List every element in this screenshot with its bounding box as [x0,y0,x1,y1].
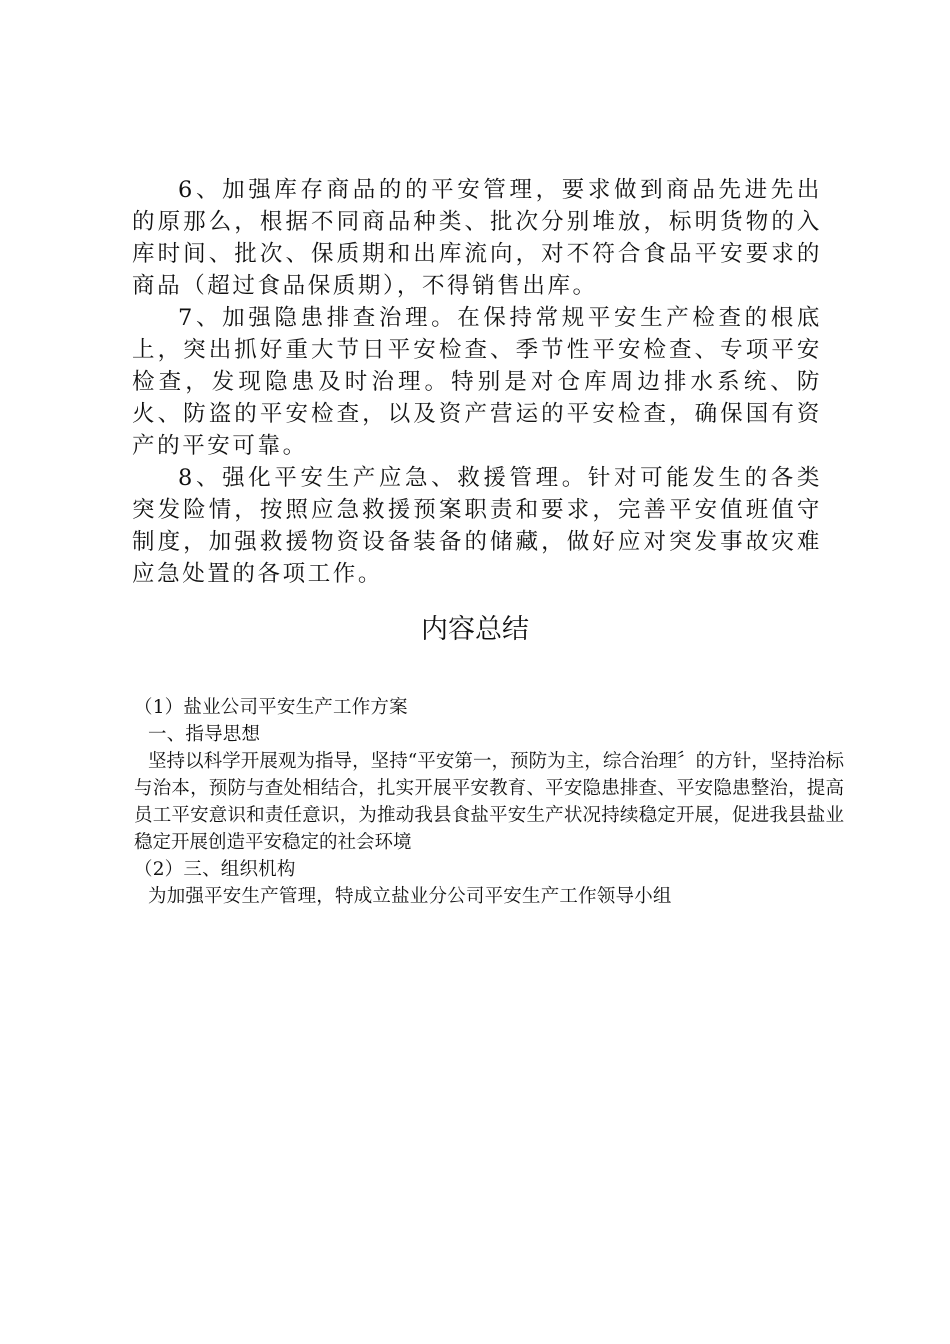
paragraph-item-8: 8、强化平安生产应急、救援管理。针对可能发生的各类突发险情，按照应急救援预案职责和要求，完善平安值班值守制度，加强救援物资设备装备的储藏，做好应对突发事故灾难应急处置的各项工作。 [132,465,822,587]
summary-item-1-heading: （1）盐业公司平安生产工作方案 [134,697,408,718]
paragraph-item-6: 6、加强库存商品的的平安管理，要求做到商品先进先出的原那么，根据不同商品种类、批次分别堆放，标明货物的入库时间、批次、保质期和出库流向，对不符合食品平安要求的商品（超过食品保质期），不得销售出库。 [132,177,822,299]
summary-item-1-body: 坚持以科学开展观为指导，坚持“平安第一，预防为主，综合治理〞的方针，坚持治标与治本，预防与查处相结合，扎实开展平安教育、平安隐患排查、平安隐患整治，提高员工平安意识和责任意识，为推动我县食盐平安生产状况持续稳定开展，促进我县盐业稳定开展创造平安稳定的社会环境 [134,751,844,853]
summary-item-1-subheading: 一、指导思想 [148,724,261,745]
summary-title: 内容总结 [421,614,529,645]
summary-item-2-heading: （2）三、组织机构 [134,859,296,880]
body-text [132,174,822,590]
summary-section [134,694,844,910]
paragraph-item-7: 7、加强隐患排查治理。在保持常规平安生产检查的根底上，突出抓好重大节日平安检查、季节性平安检查、专项平安检查，发现隐患及时治理。特别是对仓库周边排水系统、防火、防盗的平安检查，以及资产营运的平安检查，确保国有资产的平安可靠。 [132,305,822,459]
summary-item-2-body: 为加强平安生产管理，特成立盐业分公司平安生产工作领导小组 [148,886,672,907]
